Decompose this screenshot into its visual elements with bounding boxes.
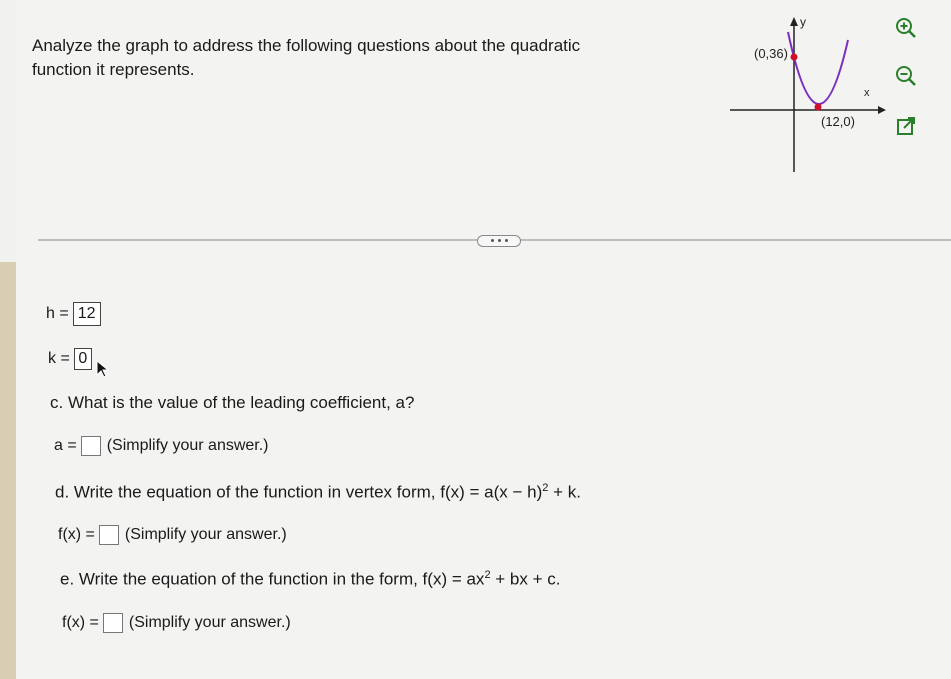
part-c-answer-row <box>54 436 269 456</box>
h-label: h = <box>46 305 69 322</box>
parabola-curve <box>788 32 848 104</box>
part-d-exponent: 2 <box>542 482 549 494</box>
x-axis-label: x <box>864 87 870 99</box>
zoom-out-icon[interactable] <box>892 62 920 90</box>
part-e-hint: (Simplify your answer.) <box>128 614 291 631</box>
point-label-vertex: (12,0) <box>821 114 855 129</box>
parabola-graph <box>726 14 886 179</box>
part-d-question <box>55 482 581 503</box>
expand-more-button[interactable] <box>477 235 521 247</box>
x-axis-arrow <box>878 106 886 114</box>
y-intercept-point <box>791 54 798 61</box>
vertex-point <box>815 104 822 111</box>
y-axis-arrow <box>790 17 798 26</box>
standard-form-answer-field[interactable] <box>103 613 123 633</box>
part-d-question-tail: + k. <box>548 482 581 502</box>
k-label: k = <box>48 350 70 367</box>
part-e-question <box>60 569 561 590</box>
y-axis-label: y <box>800 15 806 29</box>
part-d-hint: (Simplify your answer.) <box>124 526 287 543</box>
a-label: a = <box>54 437 77 454</box>
part-e-question-text: e. Write the equation of the function in the form, f(x) = ax <box>60 569 485 589</box>
point-label-y-intercept: (0,36) <box>754 46 788 61</box>
k-answer-field[interactable]: 0 <box>74 348 92 370</box>
part-e-exponent: 2 <box>484 569 491 581</box>
vertex-form-answer-field[interactable] <box>99 525 119 545</box>
a-answer-field[interactable] <box>81 436 101 456</box>
part-d-question-text: d. Write the equation of the function in vertex form, f(x) = a(x − h) <box>55 482 543 502</box>
left-accent-strip <box>0 262 16 679</box>
question-intro: Analyze the graph to address the following questions about the quadratic function it represents. <box>32 36 581 79</box>
part-e-question-tail: + bx + c. <box>490 569 561 589</box>
fx-vertex-label: f(x) = <box>58 526 95 543</box>
fx-standard-label: f(x) = <box>62 614 99 631</box>
k-answer-row <box>48 348 92 370</box>
h-answer-field[interactable]: 12 <box>73 302 101 326</box>
part-d-answer-row <box>58 525 287 545</box>
part-e-answer-row <box>62 613 291 633</box>
pop-out-icon[interactable] <box>892 112 920 140</box>
part-c-question: c. What is the value of the leading coefficient, a? <box>50 393 415 412</box>
zoom-in-icon[interactable] <box>892 14 920 42</box>
part-c-hint: (Simplify your answer.) <box>106 437 269 454</box>
h-answer-row <box>46 302 101 326</box>
mouse-cursor-icon <box>96 360 110 378</box>
